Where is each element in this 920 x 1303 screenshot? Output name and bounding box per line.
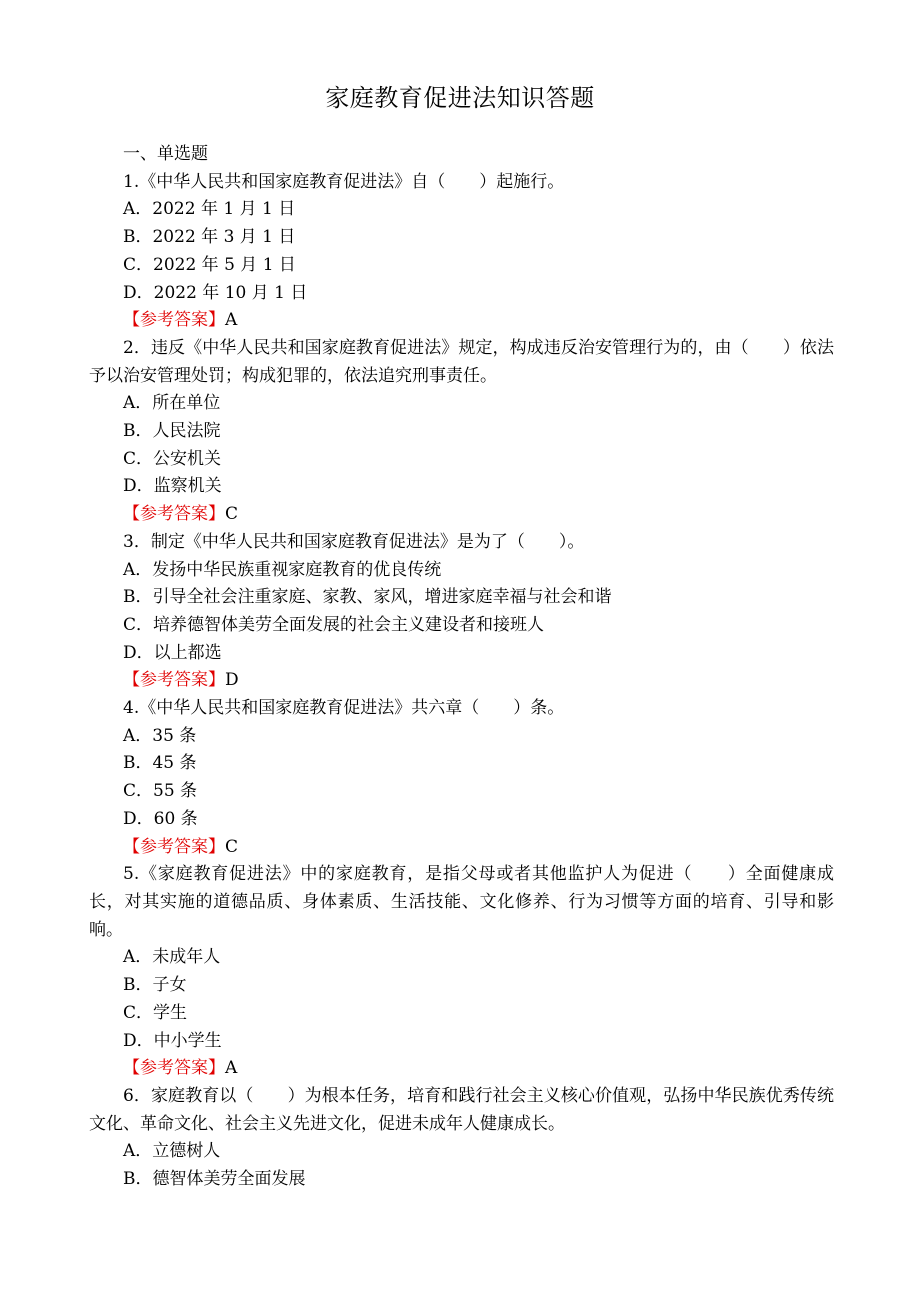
option: C．55 条 (123, 781, 198, 802)
question-block (89, 695, 834, 861)
option: A．未成年人 (123, 947, 221, 968)
option: A．所在单位 (123, 393, 221, 414)
option: B．45 条 (123, 753, 197, 774)
option: D．以上都选 (123, 642, 222, 663)
section-heading: 一、单选题 (123, 144, 208, 164)
question-block (89, 335, 834, 529)
question-block (89, 1083, 834, 1194)
answer-line (89, 834, 834, 862)
answer-value: A (225, 310, 238, 331)
question-stem: 6．家庭教育以（ ）为根本任务，培育和践行社会主义核心价值观，弘扬中华民族优秀传统文化、革命文化、社会主义先进文化，促进未成年人健康成长。 (89, 1085, 834, 1134)
question-stem: 5.《家庭教育促进法》中的家庭教育，是指父母或者其他监护人为促进（ ）全面健康成长，对其实施的道德品质、身体素质、生活技能、文化修养、行为习惯等方面的培育、引导和影响。 (89, 864, 834, 940)
option: C．学生 (123, 1002, 188, 1023)
question-block (89, 529, 834, 695)
answer-label: 【参考答案】 (123, 1058, 225, 1079)
question-stem: 3．制定《中华人民共和国家庭教育促进法》是为了（ ）。 (123, 531, 585, 552)
option: A．发扬中华民族重视家庭教育的优良传统 (123, 559, 442, 580)
document-title: 家庭教育促进法知识答题 (325, 84, 595, 112)
question-stem: 2．违反《中华人民共和国家庭教育促进法》规定，构成违反治安管理行为的，由（ ）依法予以治安管理处罚；构成犯罪的，依法追究刑事责任。 (89, 337, 834, 386)
option: B．2022 年 3 月 1 日 (123, 227, 296, 248)
question-block (89, 169, 834, 335)
option: C．公安机关 (123, 448, 222, 469)
answer-value: A (225, 1058, 238, 1079)
answer-value: C (225, 836, 239, 857)
answer-line (89, 307, 834, 335)
question-block (89, 861, 834, 1083)
option: B．子女 (123, 975, 187, 996)
answer-line (89, 1055, 834, 1083)
option: C．培养德智体美劳全面发展的社会主义建设者和接班人 (123, 614, 545, 635)
question-stem: 1.《中华人民共和国家庭教育促进法》自（ ）起施行。 (123, 171, 565, 192)
answer-label: 【参考答案】 (123, 836, 225, 857)
option: A．立德树人 (123, 1141, 221, 1162)
option: A．35 条 (123, 725, 197, 746)
document-body (89, 141, 834, 1194)
answer-value: D (225, 670, 239, 691)
answer-line (89, 501, 834, 529)
option: B．德智体美劳全面发展 (123, 1169, 306, 1190)
option: C．2022 年 5 月 1 日 (123, 254, 296, 275)
option: D．60 条 (123, 808, 198, 829)
option: D．2022 年 10 月 1 日 (123, 282, 308, 303)
option: B．引导全社会注重家庭、家教、家风，增进家庭幸福与社会和谐 (123, 587, 612, 608)
option: D．中小学生 (123, 1030, 222, 1051)
answer-line (89, 667, 834, 695)
option: D．监察机关 (123, 476, 222, 497)
answer-value: C (225, 504, 239, 525)
answer-label: 【参考答案】 (123, 310, 225, 331)
answer-label: 【参考答案】 (123, 670, 225, 691)
answer-label: 【参考答案】 (123, 504, 225, 525)
option: A．2022 年 1 月 1 日 (123, 199, 296, 220)
option: B．人民法院 (123, 421, 221, 442)
question-stem: 4.《中华人民共和国家庭教育促进法》共六章（ ）条。 (123, 698, 565, 719)
